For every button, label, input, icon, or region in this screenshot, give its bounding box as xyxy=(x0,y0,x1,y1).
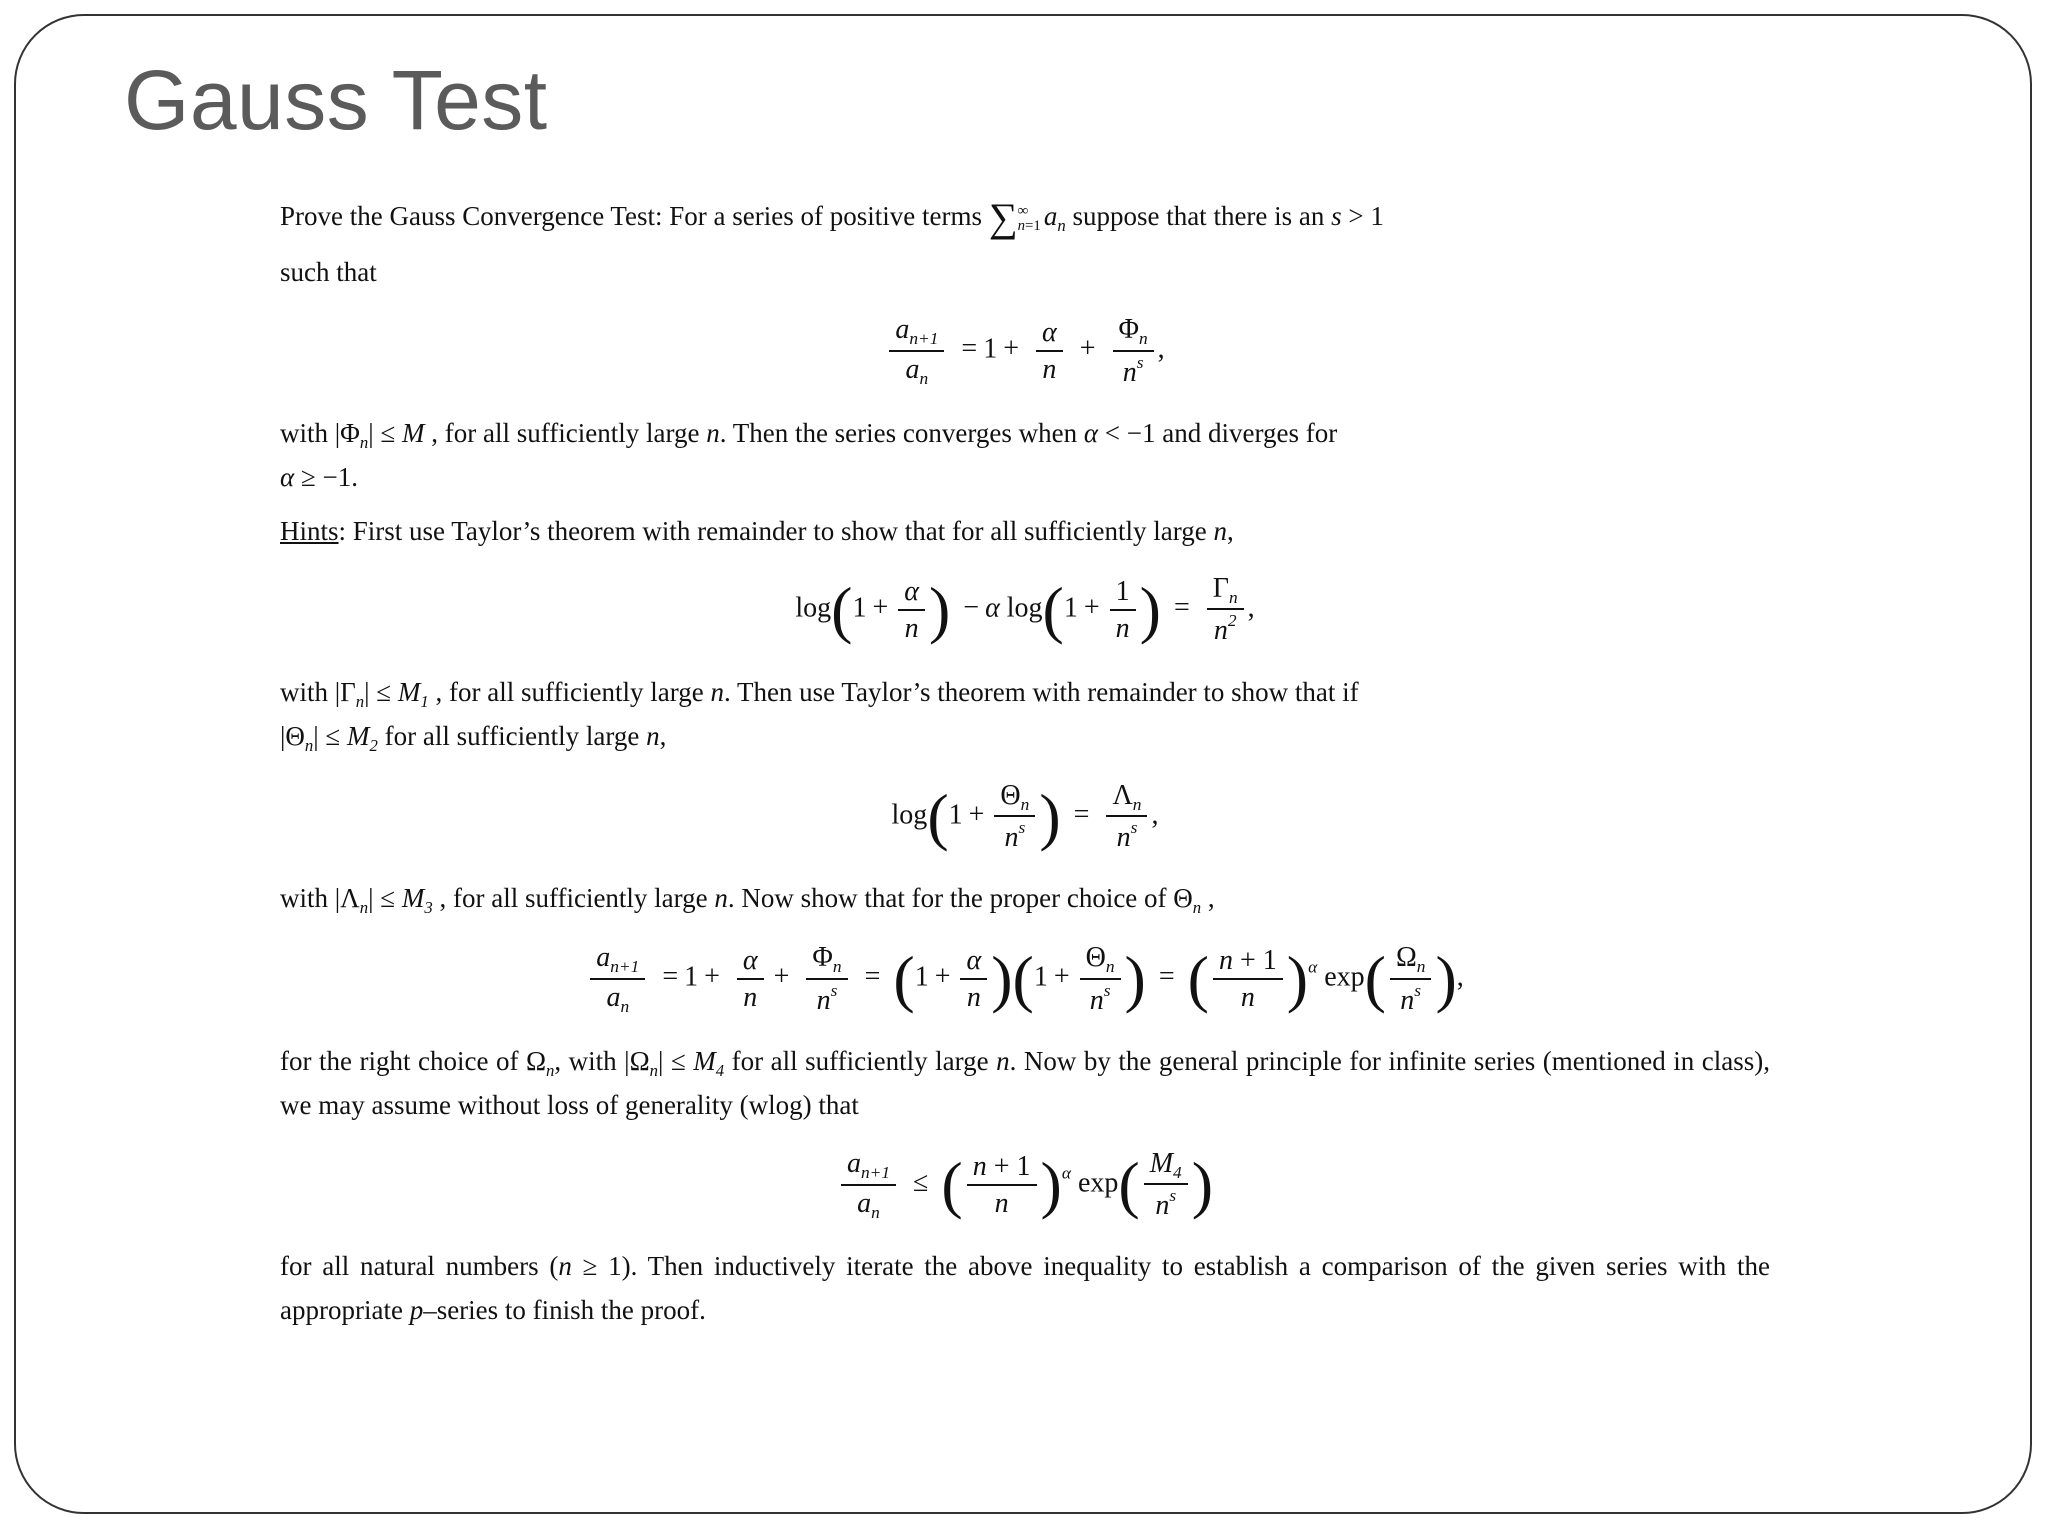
omega-paragraph: for the right choice of $\Omega_n$, with $|\Omega_n| \le M_4$ for all sufficiently large n. Now by the general principle for infinite series (mentioned in class), we may assume without loss of generality (wlog) that xyxy=(280,1045,1770,1121)
final-paragraph: for all natural numbers (n ≥ 1). Then inductively iterate the above inequality to establish a comparison of the given series with the appropriate p–series to finish the proof. xyxy=(280,1251,1770,1325)
hints-paragraph: Hints: First use Taylor’s theorem with remainder to show that for all sufficiently large n, xyxy=(280,515,1234,546)
problem-statement xyxy=(280,186,1770,1332)
equation-ratio: $\frac{a_{n+1}}{a_n}$ = 1 + $\frac{\alpha}{n}$ + $\frac{\Phi_n}{n^s}$ , xyxy=(280,312,1770,390)
equation-ratio-expansion: $\frac{a_{n+1}}{a_n}$ = 1 + $\frac{\alpha}{n}$ + $\frac{\Phi_n}{n^s}$ = (1 + $\frac{\alpha}{n}$ )(1 + $\frac{\Theta_n}{n^s}$ ) = ( $\frac{n + 1}{n}$ )$^\alpha$ exp( $\frac{\Omega_n}{n^s}$ ), xyxy=(280,940,1770,1018)
gamma-paragraph: with $|\Gamma_n| \le M_1$ , for all sufficiently large n. Then use Taylor’s theorem with remainder to show that if $|\Theta_n| \le M_2$ for all sufficiently large n, xyxy=(280,676,1359,755)
equation-log-taylor: log(1 + $\frac{\alpha}{n}$ ) − α log(1 + $\frac{1}{n}$ ) = $\frac{\Gamma_n}{n^2}$ , xyxy=(795,572,1255,647)
hints-label: Hints xyxy=(280,515,339,546)
convergence-paragraph: with $|\Phi_n| \le M$ , for all sufficiently large n. Then the series converges when α < −1 and diverges for α ≥ −1. xyxy=(280,417,1338,493)
equation-wlog-bound: $\frac{a_{n+1}}{a_n}$ ≤ ( $\frac{n + 1}{n}$ )$^\alpha$ exp( $\frac{M_4}{n^s}$ ) xyxy=(280,1146,1770,1224)
equation-log-theta: log(1 + $\frac{\Theta_n}{n^s}$ ) = $\frac{\Lambda_n}{n^s}$ , xyxy=(891,779,1159,854)
slide-title: Gauss Test xyxy=(124,53,548,147)
lambda-paragraph: with $|\Lambda_n| \le M_3$ , for all sufficiently large n. Now show that for the proper choice of $\Theta_n$ , xyxy=(280,883,1215,918)
intro-paragraph: Prove the Gauss Convergence Test: For a series of positive terms ∑∞ n=1 $a_n$ suppose that there is an s > 1 such that xyxy=(280,195,1384,287)
